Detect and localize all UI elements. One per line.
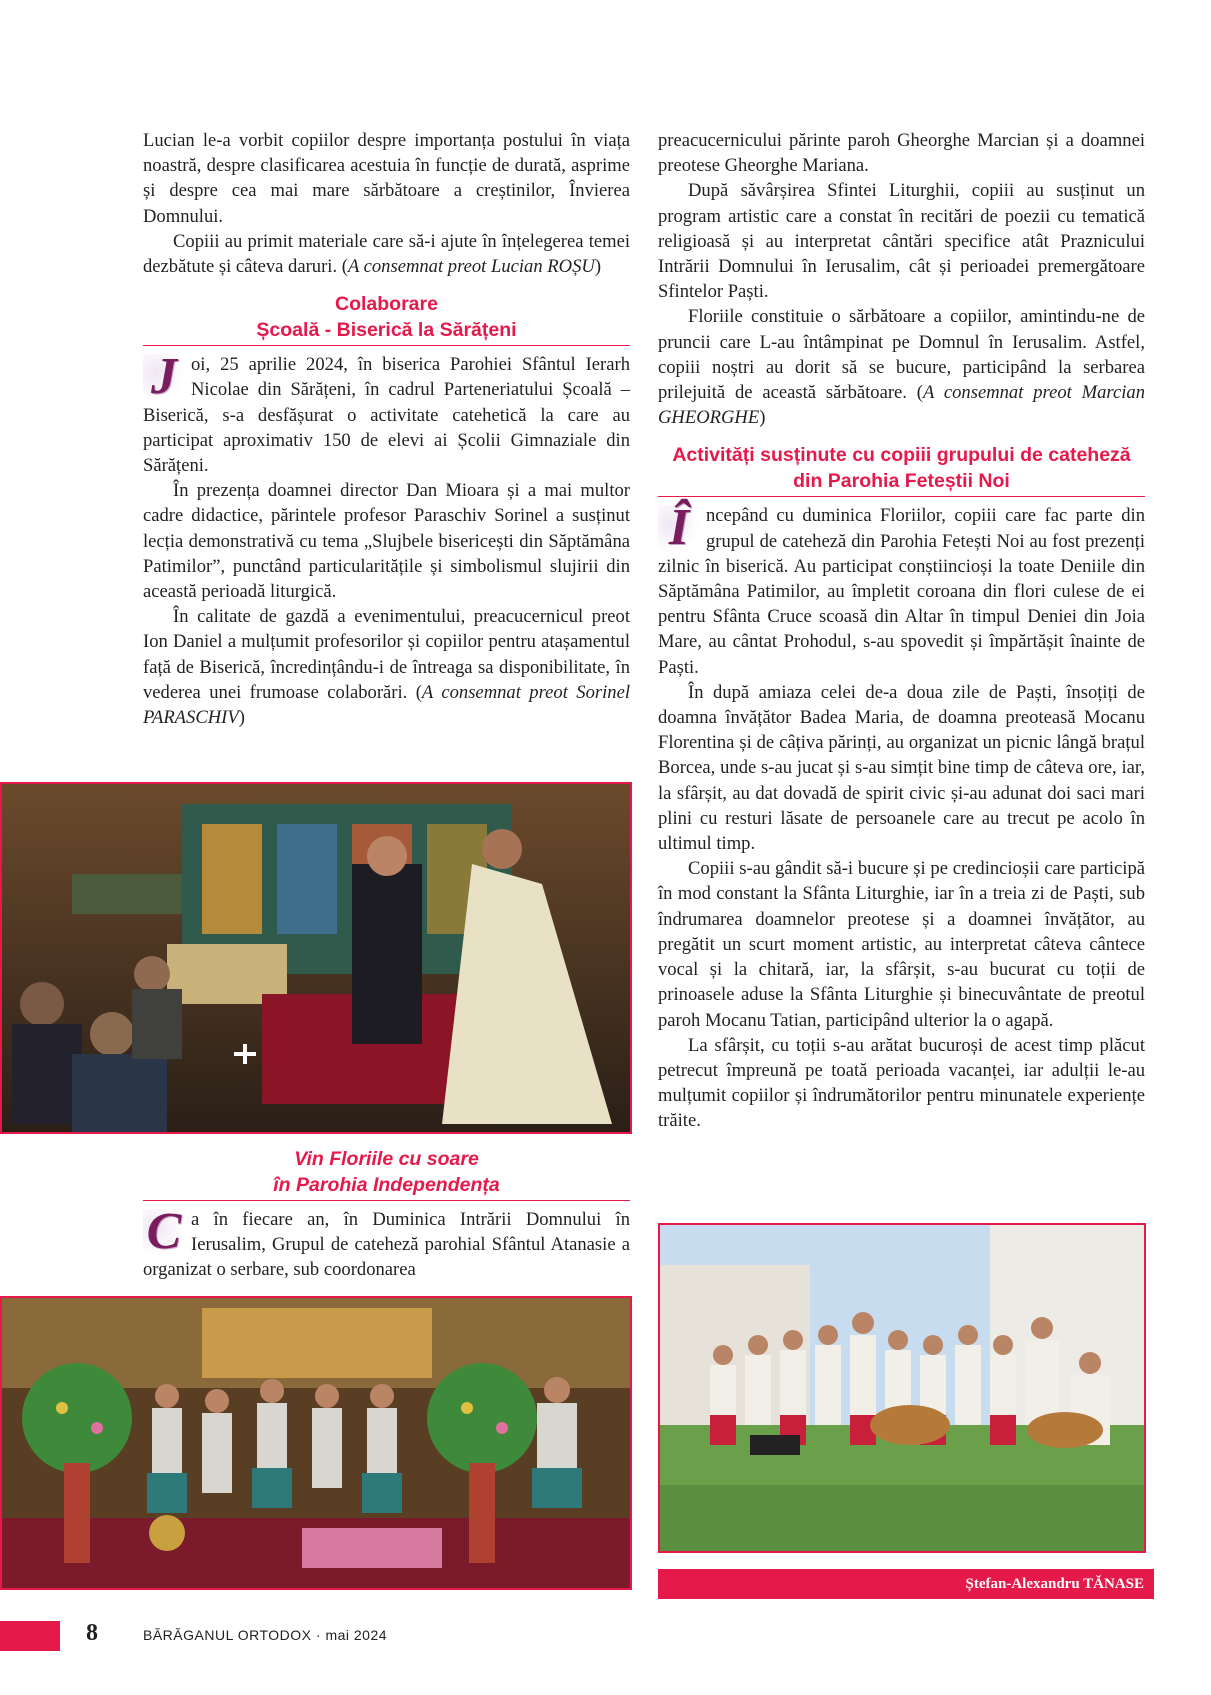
photo-children-celebration-image [2,1298,630,1588]
author-credit [658,1569,1154,1599]
article-title-line-1: Activități susținute cu copiii grupului de cateheză [672,444,1131,467]
intro-paragraph-2-text: Copiii au primit materiale care să-i ajute în înțelegerea temei dezbătute și câteva daruri. ( [143,230,630,278]
article-paragraph [658,499,1145,679]
article-paragraph: În prezența doamnei director Dan Mioara și a mai multor cadre didactice, părintele profesor Paraschiv Sorinel a susținut lecția demonstrativă cu tema „Slujbele bisericești din Săptămâna Patimilor”, punctând particularitățile și simbolismul slujirii din această perioadă liturgică. [143,480,630,603]
photo-church-interior [0,782,632,1134]
photo-outdoor-group [658,1223,1146,1553]
article-title-line-1: Vin Floriile cu soare [294,1148,479,1170]
signature: A consemnat preot Marcian GHEORGHE [658,382,1145,429]
left-column-middle [143,1138,630,1283]
drop-cap: C [143,1209,185,1257]
signature-close: ) [759,407,766,429]
photo-outdoor-group-image [660,1225,1144,1551]
article-paragraph [143,348,630,478]
page-number: 8 [86,1620,98,1646]
article-paragraph: Copiii s-au gândit să-i bucure și pe credincioșii care participă în mod constant la Sfânta Liturghie, iar în a treia zi de Paști, sub îndrumarea doamnelor preotese și a doamnei învățător, au pregătit un scurt moment artistic, au interpretat câteva cântece vocal și la chitară, iar, la sfârșit, s-au bucurat cu toții de prinoasele aduse la Sfânta Liturghie și binecuvântate de preotul paroh Mocanu Tatian, participând ulterior la o agapă. [658,858,1145,1031]
continued-paragraph [658,304,1145,430]
article-title [143,291,630,346]
photo-church-interior-image [2,784,630,1132]
signature: A consemnat preot Lucian ROȘU [347,256,595,278]
drop-cap: J [143,354,185,402]
signature-close: ) [238,707,245,729]
right-column [658,128,1145,1134]
article-title-line-1: Colaborare [335,293,438,316]
article-paragraph [143,1203,630,1283]
continued-paragraph-text: Floriile constituie o sărbătoare a copiilor, amintindu-ne de pruncii care L-au întâmpinat pe Domnul în Ierusalim. Astfel, copiii noștri au dorit să se bucure, participând la serbarea prilejuită de această sărbătoare. ( [658,306,1145,404]
article-paragraph-text: a în fiecare an, în Duminica Intrării Domnului în Ierusalim, Grupul de cateheză parohial Sfântul Atanasie a organizat o serbare, sub coordonarea [143,1209,630,1281]
intro-paragraph-2 [143,229,630,279]
publication-name: BĂRĂGANUL ORTODOX · mai 2024 [143,1627,388,1643]
article-title-line-2: din Parohia Feteștii Noi [793,470,1010,493]
author-name: Ștefan-Alexandru TĂNASE [965,1576,1144,1592]
article-paragraph: În după amiaza celei de-a doua zile de Paști, însoțiți de doamna învățător Badea Maria, de doamna preoteasă Mocanu Florentina și de câțiva părinți, au organizat un picnic lângă brațul Borcea, unde s-au jucat și s-au simțit bine timp de câteva ore, iar, la sfârșit, au dat dovadă de spirit civic și-au adunat doi saci mari plini cu resturi lăsate de persoanele care au trecut pe acolo în ultimul timp. [658,681,1145,855]
continued-paragraph: preacucernicului părinte paroh Gheorghe Marcian și a doamnei preotese Gheorghe Mariana. [658,130,1145,177]
signature: A consemnat preot Sorinel PARASCHIV [143,681,630,729]
article-paragraph-text: În calitate de gazdă a evenimentului, preacucernicul preot Ion Daniel a mulțumit profesorilor și copiilor pentru atașamentul față de Biserică, încredințându-i de întreaga sa disponibilitate, în vederea unei frumoase colaborări. ( [143,606,630,703]
signature-close: ) [594,256,602,278]
left-column-top [143,128,630,730]
article-title [658,442,1145,497]
article-title [143,1146,630,1201]
drop-cap: Î [658,505,700,553]
article-title-line-2: Școală - Biserică la Sărățeni [256,319,517,342]
intro-paragraph-1: Lucian le-a vorbit copiilor despre importanța postului în viața noastră, despre clasificarea acestuia în funcție de durată, asprime și despre cea mai mare sărbătoare a creștinilor, Învierea Domnului. [143,130,630,227]
continued-paragraph: După săvârșirea Sfintei Liturghii, copiii au susținut un program artistic care a constat în recitări de poezii cu tematică religioasă și au interpretat cântări specifice atât Praznicului Intrării Domnului în Ierusalim, cât și perioadei premergătoare Sfintelor Paști. [658,180,1145,303]
article-paragraph-text: oi, 25 aprilie 2024, în biserica Parohiei Sfântul Ierarh Nicolae din Sărățeni, în cadrul Parteneriatului Școală – Biserică, s-a desfășurat o activitate catehetică la care au participat aproximativ 150 de elevi ai Școlii Gimnaziale din Sărățeni. [143,354,630,477]
article-title-line-2: în Parohia Independența [273,1174,500,1196]
article-paragraph: La sfârșit, cu toții s-au arătat bucuroși de acest timp plăcut petrecut împreună pe toată perioada vacanței, iar adulții le-au mulțumit copiilor și îndrumătorilor pentru minunatele experiențe trăite. [658,1034,1145,1132]
article-paragraph-text: ncepând cu duminica Floriilor, copiii care fac parte din grupul de cateheză din Parohia Fetești Noi au fost prezenți zilnic în biserică. Au participat conștiincioși la toate Deniile din Săptămâna Patimilor, au împletit coroana din flori culese de ei pentru Sfânta Cruce scoasă din Altar în timpul Deniei din Joia Mare, au cântat Prohodul, s-au spovedit și împărtășit înainte de Paști. [658,505,1145,678]
article-paragraph [143,604,630,730]
photo-children-celebration [0,1296,632,1590]
footer-accent-bar [0,1621,60,1651]
